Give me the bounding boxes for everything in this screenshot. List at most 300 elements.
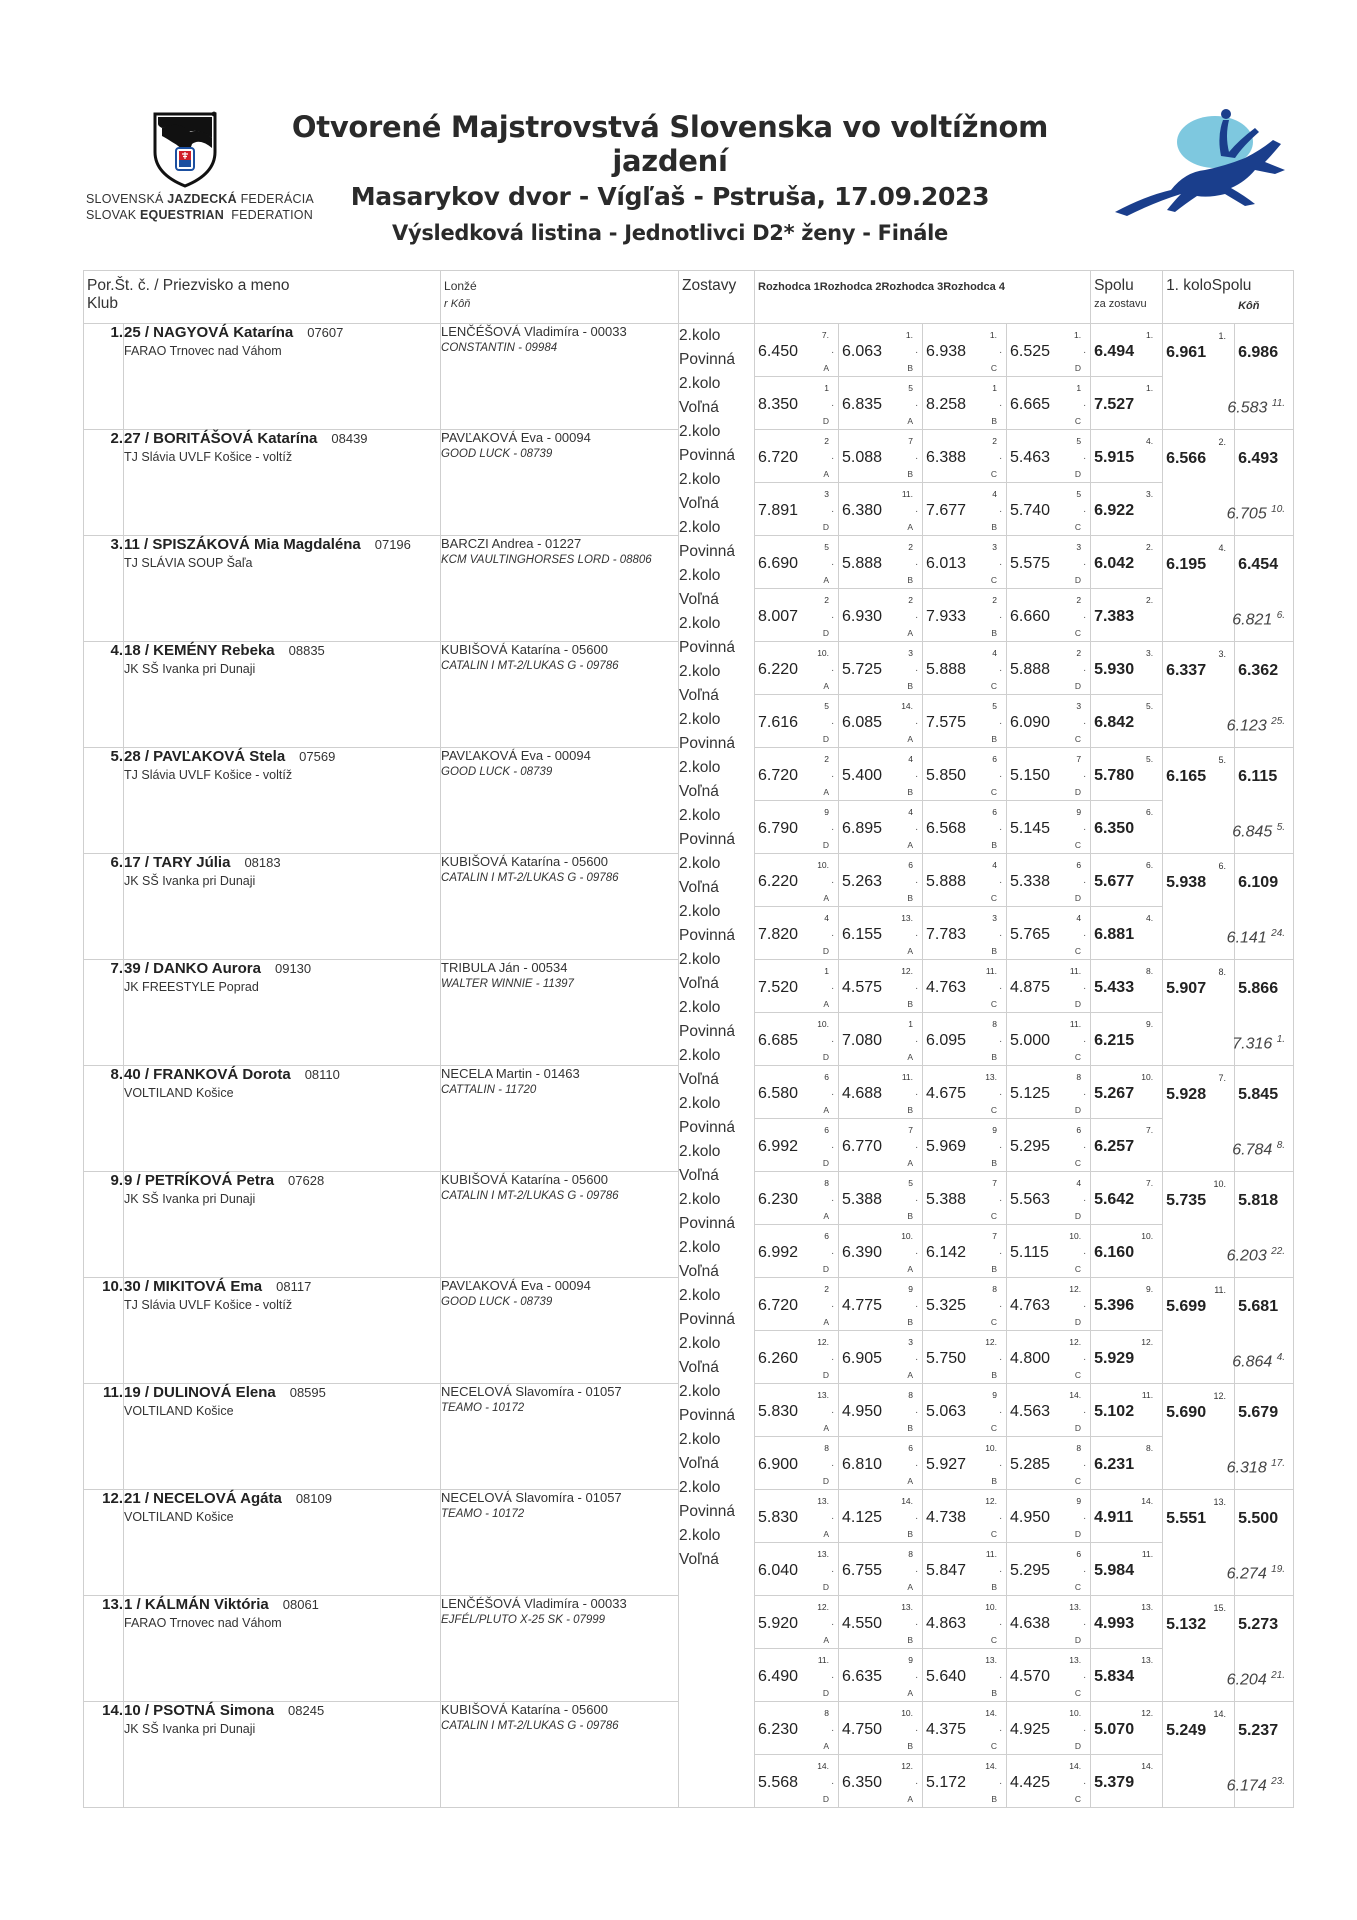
horse-name: TEAMO - 10172 [441,1402,525,1414]
test-label: 2.kolo [679,1239,721,1256]
test-label: 2.kolo [679,1095,721,1112]
horse-score: 6.141 $^{24.}$ [1226,928,1286,947]
judge-rank: 2 [824,436,830,446]
judge-rank: 9 [992,1125,998,1135]
judge-score-cell: 4.375 14. . C [923,1702,1007,1755]
judge-score: 6.230 [758,1191,799,1208]
judge-score: 6.525 [1010,343,1051,360]
judge-score-cell: 6.155 13. . A [839,907,923,960]
judge-rank: 14. [901,1496,914,1506]
round1-rank: 11. [1214,1285,1227,1295]
rank: 8. [84,1066,124,1172]
horse-score: 6.864 $^{4.}$ [1232,1352,1286,1371]
horse-score: 7.316 $^{1.}$ [1232,1034,1286,1053]
test-total-cell [1091,430,1163,483]
judge-score-cell: 6.390 10. . A [839,1225,923,1278]
test-total-rank: 8. [1145,1443,1154,1453]
total-cell [1232,748,1294,854]
judge-letter: C [1074,946,1082,956]
rank: 7. [84,960,124,1066]
competitor-cell [124,748,441,854]
test-total-cell [1091,801,1163,854]
total-score: 5.500 [1238,1510,1279,1527]
judge-letter: A [907,1794,914,1804]
club-name: TJ Slávia UVLF Košice - voltíž [124,768,293,782]
club-name: TJ Slávia UVLF Košice - voltíž [124,450,293,464]
judge-score-cell: 6.660 2 . C [1007,589,1091,642]
judge-score: 7.575 [926,714,967,731]
judge-rank: 4 [992,860,998,870]
judge-letter: D [1074,787,1082,797]
judge-score: 5.172 [926,1774,967,1791]
lunger-horse-cell [441,1596,679,1702]
judge-letter: D [822,416,830,426]
judge-score: 4.863 [926,1615,967,1632]
judge-score-cell: 5.927 10. . B [923,1437,1007,1490]
judge-letter: C [990,1635,998,1645]
judge-score: 6.095 [926,1032,967,1049]
judge-score-cell: 6.930 2 . A [839,589,923,642]
total-cell [1226,430,1294,536]
judge-score: 6.490 [758,1668,799,1685]
judge-letter: A [823,1741,830,1751]
judge-rank: 1 [992,383,998,393]
competitor-cell [124,960,441,1066]
competitor-cell [124,324,441,430]
test-label: Povinná [679,927,736,944]
judge-letter: C [990,1317,998,1327]
judge-score: 4.675 [926,1085,967,1102]
round1-score: 5.699 [1166,1298,1207,1315]
competitor-name: 21 / NECELOVÁ Agáta [124,1490,282,1507]
test-total-cell [1091,1384,1163,1437]
judge-rank: 2 [824,595,830,605]
lunger-name: PAVĽAKOVÁ Eva - 00094 [441,430,591,445]
judge-rank: 10. [985,1443,998,1453]
test-total: 4.993 [1094,1615,1135,1632]
test-total-rank: 5. [1145,701,1154,711]
judge-letter: A [823,1317,830,1327]
judge-rank: 4 [1076,1178,1082,1188]
judge-letter: B [991,1688,998,1698]
judge-score: 8.350 [758,396,799,413]
judge-letter: C [1074,1688,1082,1698]
judge-rank: 11. [817,1655,830,1665]
judge-score: 6.085 [842,714,883,731]
judge-rank: 9 [1076,1496,1082,1506]
test-label: 2.kolo [679,1047,721,1064]
test-total: 5.780 [1094,767,1135,784]
judge-score: 8.258 [926,396,967,413]
total-cell [1226,854,1294,960]
tests-list [679,324,754,1572]
judge-rank: 14. [901,701,914,711]
total-cell [1232,1066,1294,1172]
total-score: 6.986 [1238,344,1279,361]
judge-score-cell: 4.425 14. . C [1007,1755,1091,1808]
license-number: 07569 [299,749,336,764]
judge-letter: D [1074,681,1082,691]
lunger-horse-cell [441,960,679,1066]
judge-letter: B [907,1211,914,1221]
judge-letter: B [991,946,998,956]
judge-rank: 7 [908,1125,914,1135]
judge-rank: 12. [817,1337,830,1347]
judge-letter: A [823,1105,830,1115]
round1-cell [1163,748,1235,854]
judge-rank: 6 [1076,1549,1082,1559]
test-total: 5.642 [1094,1191,1135,1208]
judge-score: 4.950 [842,1403,883,1420]
judge-rank: 2 [992,436,998,446]
judge-rank: 5 [1076,436,1082,446]
round1-cell [1163,642,1235,748]
competitor-cell [124,1278,441,1384]
judge-letter: C [1074,1794,1082,1804]
test-label: 2.kolo [679,1287,721,1304]
judge-score-cell: 6.720 2 . A [755,430,839,483]
judge-rank: 14. [1069,1390,1082,1400]
judge-score-cell: 4.688 11. . B [839,1066,923,1119]
competitor-cell [124,1384,441,1490]
competitor-name: 10 / PSOTNÁ Simona [124,1702,275,1719]
judge-score-cell: 4.125 14. . B [839,1490,923,1543]
judge-letter: D [1074,1635,1082,1645]
test-total-rank: 9. [1145,1284,1154,1294]
test-total-rank: 2. [1145,595,1154,605]
tests-column [679,324,755,1808]
judge-rank: 7 [1076,754,1082,764]
judge-letter: B [991,628,998,638]
judge-score: 6.450 [758,343,799,360]
rank: 11. [84,1384,124,1490]
judge-rank: 8 [824,1708,830,1718]
judge-rank: 13. [1069,1655,1082,1665]
judge-rank: 13. [817,1549,830,1559]
rank: 3. [84,536,124,642]
test-label: Povinná [679,1503,736,1520]
test-total-rank: 8. [1145,966,1154,976]
judge-score: 7.933 [926,608,967,625]
judge-score-cell: 6.755 8 . A [839,1543,923,1596]
test-label: Voľná [679,1263,719,1280]
judge-rank: 12. [901,966,914,976]
lunger-horse-cell [441,324,679,430]
judge-letter: D [1074,1317,1082,1327]
test-label: 2.kolo [679,471,721,488]
round1-rank: 10. [1213,1179,1227,1189]
judge-letter: B [907,1423,914,1433]
lunger-name: BARCZI Andrea - 01227 [441,536,582,551]
judge-score: 5.725 [842,661,883,678]
judge-score-cell: 5.969 9 . B [923,1119,1007,1172]
test-label: Voľná [679,783,719,800]
judge-rank: 1. [989,330,998,340]
judge-score: 5.088 [842,449,883,466]
judge-score-cell: 6.568 6 . B [923,801,1007,854]
judge-score: 5.563 [1010,1191,1051,1208]
judge-letter: A [823,681,830,691]
judge-letter: B [907,1105,914,1115]
round1-score: 5.938 [1166,874,1207,891]
rank: 9. [84,1172,124,1278]
judge-score-cell: 6.635 9 . A [839,1649,923,1702]
round1-cell [1163,854,1235,960]
judge-score-cell: 6.900 8 . D [755,1437,839,1490]
test-total-rank: 4. [1145,913,1154,923]
lunger-name: KUBIŠOVÁ Katarína - 05600 [441,642,608,657]
judge-score: 6.388 [926,449,967,466]
round1-rank: 6. [1218,861,1227,871]
judge-score: 6.350 [842,1774,883,1791]
judge-score: 5.125 [1010,1085,1051,1102]
horse-name: CATTALIN - 11720 [441,1084,537,1096]
judge-letter: B [907,1529,914,1539]
rank: 5. [84,748,124,854]
test-total: 6.494 [1094,343,1135,360]
judge-letter: B [991,734,998,744]
judge-score-cell: 6.040 13. . D [755,1543,839,1596]
judge-score-cell: 5.285 8 . C [1007,1437,1091,1490]
judge-score: 5.463 [1010,449,1051,466]
judge-rank: 9 [824,807,830,817]
horse-score: 6.583 $^{11.}$ [1227,398,1286,417]
rank: 12. [84,1490,124,1596]
judge-rank: 9 [908,1284,914,1294]
judge-letter: D [822,1264,830,1274]
judge-rank: 3 [992,913,998,923]
test-total: 7.383 [1094,608,1135,625]
club-name: JK FREESTYLE Poprad [124,980,259,994]
horse-score: 6.203 $^{22.}$ [1226,1246,1286,1265]
judge-score-cell: 6.938 1. . C [923,324,1007,377]
license-number: 07607 [307,325,344,340]
judge-rank: 2 [992,595,998,605]
judge-score-cell: 7.520 1 . A [755,960,839,1013]
round1-score: 6.195 [1166,556,1207,573]
judge-score: 6.040 [758,1562,799,1579]
judge-letter: B [907,469,914,479]
judge-score-cell: 6.380 11. . A [839,483,923,536]
col-header-tests: Zostavy [679,271,755,324]
judge-letter: D [822,1794,830,1804]
judge-score: 5.285 [1010,1456,1051,1473]
judge-score-cell: 4.950 8 . B [839,1384,923,1437]
round1-cell [1163,536,1235,642]
total-score: 5.845 [1238,1086,1279,1103]
col-header-round1-total: 1. koloSpolu Kôň [1163,271,1294,324]
judge-rank: 7. [821,330,830,340]
test-label: 2.kolo [679,519,721,536]
competitor-cell [124,430,441,536]
test-label: Voľná [679,1551,719,1568]
test-total-cell [1091,1119,1163,1172]
judge-score: 6.930 [842,608,883,625]
total-score: 5.237 [1238,1722,1279,1739]
test-label: 2.kolo [679,1335,721,1352]
judge-score-cell: 6.685 10. . D [755,1013,839,1066]
judge-score: 7.616 [758,714,799,731]
judge-score: 5.568 [758,1774,799,1791]
judge-rank: 14. [1069,1761,1082,1771]
judge-score: 4.750 [842,1721,883,1738]
competitor-name: 9 / PETRÍKOVÁ Petra [124,1172,275,1189]
judge-score-cell: 5.000 11. . C [1007,1013,1091,1066]
test-total: 6.881 [1094,926,1135,943]
judge-score-cell: 6.490 11. . D [755,1649,839,1702]
horse-name: CATALIN I MT-2/LUKAS G - 09786 [441,660,619,672]
judge-score-cell: 5.830 13. . A [755,1490,839,1543]
rank: 10. [84,1278,124,1384]
judge-letter: B [991,840,998,850]
total-cell [1226,1490,1294,1596]
judge-letter: C [990,575,998,585]
judge-letter: A [823,999,830,1009]
judge-letter: B [907,893,914,903]
judge-letter: A [823,363,830,373]
test-label: Voľná [679,975,719,992]
judge-rank: 8 [824,1443,830,1453]
judge-score: 4.925 [1010,1721,1051,1738]
round1-score: 5.132 [1166,1616,1207,1633]
lunger-name: LENČÉŠOVÁ Vladimíra - 00033 [441,1596,627,1611]
total-score: 5.866 [1238,980,1279,997]
judge-letter: C [1074,734,1082,744]
judge-rank: 12. [985,1496,998,1506]
judge-score: 6.755 [842,1562,883,1579]
horse-name: TEAMO - 10172 [441,1508,525,1520]
horse-name: WALTER WINNIE - 11397 [441,978,574,990]
judge-score-cell: 6.835 5 . A [839,377,923,430]
judge-rank: 5 [824,542,830,552]
judge-score: 6.155 [842,926,883,943]
judge-letter: D [1074,575,1082,585]
judge-rank: 8 [908,1549,914,1559]
judge-score: 4.575 [842,979,883,996]
judge-score-cell: 6.230 8 . A [755,1172,839,1225]
judge-letter: C [1074,522,1082,532]
horse-rank: 4. [1276,1352,1286,1363]
judge-score-cell: 5.920 12. . A [755,1596,839,1649]
judge-rank: 5 [908,1178,914,1188]
judge-score-cell: 4.863 10. . C [923,1596,1007,1649]
judge-score: 5.850 [926,767,967,784]
judge-score: 4.563 [1010,1403,1051,1420]
judge-rank: 2 [908,595,914,605]
lunger-horse-cell [441,1490,679,1596]
total-cell [1226,1596,1294,1702]
test-total-cell [1091,695,1163,748]
lunger-name: KUBIŠOVÁ Katarína - 05600 [441,1172,608,1187]
competitor-name: 28 / PAVĽAKOVÁ Stela [124,748,286,765]
test-total: 5.102 [1094,1403,1135,1420]
judge-letter: D [1074,1211,1082,1221]
judge-score: 7.677 [926,502,967,519]
judge-score: 6.390 [842,1244,883,1261]
judge-rank: 4 [992,648,998,658]
total-score: 5.273 [1238,1616,1279,1633]
judge-score-cell: 5.325 8 . C [923,1278,1007,1331]
competitor-cell [124,1596,441,1702]
rank: 14. [84,1702,124,1808]
judge-letter: D [1074,1741,1082,1751]
judge-score: 6.720 [758,449,799,466]
test-total-rank: 10. [1141,1072,1154,1082]
total-cell [1232,960,1294,1066]
judge-letter: B [907,575,914,585]
judge-score-cell: 7.677 4 . B [923,483,1007,536]
judge-letter: D [822,1370,830,1380]
judge-score-cell: 5.295 6 . C [1007,1119,1091,1172]
total-cell [1232,536,1294,642]
judge-score-cell: 6.260 12. . D [755,1331,839,1384]
license-number: 08061 [282,1597,319,1612]
rank: 6. [84,854,124,960]
judge-score-cell: 5.150 7 . D [1007,748,1091,801]
round1-score: 6.165 [1166,768,1207,785]
judge-score-cell: 6.013 3 . C [923,536,1007,589]
lunger-horse-cell [441,1278,679,1384]
judge-score-cell: 5.463 5 . D [1007,430,1091,483]
judge-letter: A [907,628,914,638]
judge-score: 5.765 [1010,926,1051,943]
judge-score-cell: 4.570 13. . C [1007,1649,1091,1702]
judge-score: 5.295 [1010,1562,1051,1579]
round1-cell [1163,1702,1235,1808]
judge-score: 4.638 [1010,1615,1051,1632]
page-subtitle: Masarykov dvor - Vígľaš - Pstruša, 17.09.2023 [350,182,990,211]
federation-name-sk: SLOVENSKÁ JAZDECKÁ FEDERÁCIA [86,192,314,206]
test-total-rank: 10. [1141,1231,1154,1241]
judge-rank: 5 [908,383,914,393]
round1-cell [1163,1172,1235,1278]
judge-rank: 8 [1076,1072,1082,1082]
judge-letter: B [907,363,914,373]
horse-rank: 1. [1276,1034,1286,1045]
judge-score-cell: 5.765 4 . C [1007,907,1091,960]
judge-rank: 6 [824,1125,830,1135]
round1-rank: 7. [1218,1073,1227,1083]
judge-rank: 3 [824,489,830,499]
test-total-cell [1091,1013,1163,1066]
test-total-rank: 12. [1141,1708,1154,1718]
total-score: 5.818 [1238,1192,1279,1209]
results-list-title: Výsledková listina - Jednotlivci D2* ženy - Finále [392,221,948,245]
horse-score: 6.318 $^{17.}$ [1226,1458,1286,1477]
judge-score: 7.783 [926,926,967,943]
judge-score-cell: 6.992 6 . D [755,1119,839,1172]
competitor-cell [124,1702,441,1808]
total-cell [1226,1702,1294,1808]
judge-score: 4.425 [1010,1774,1051,1791]
judge-letter: D [822,522,830,532]
license-number: 08595 [289,1385,326,1400]
judge-score: 7.820 [758,926,799,943]
page-header [0,0,1357,260]
test-total: 6.231 [1094,1456,1135,1473]
competitor-name: 17 / TARY Júlia [124,854,231,871]
judge-letter: D [822,734,830,744]
judge-score: 5.575 [1010,555,1051,572]
judge-score: 5.338 [1010,873,1051,890]
total-score: 6.454 [1238,556,1279,573]
judge-letter: C [990,893,998,903]
judge-letter: A [907,840,914,850]
judge-letter: D [822,1158,830,1168]
round1-cell [1163,960,1235,1066]
judge-letter: D [1074,999,1082,1009]
judge-letter: B [991,1264,998,1274]
